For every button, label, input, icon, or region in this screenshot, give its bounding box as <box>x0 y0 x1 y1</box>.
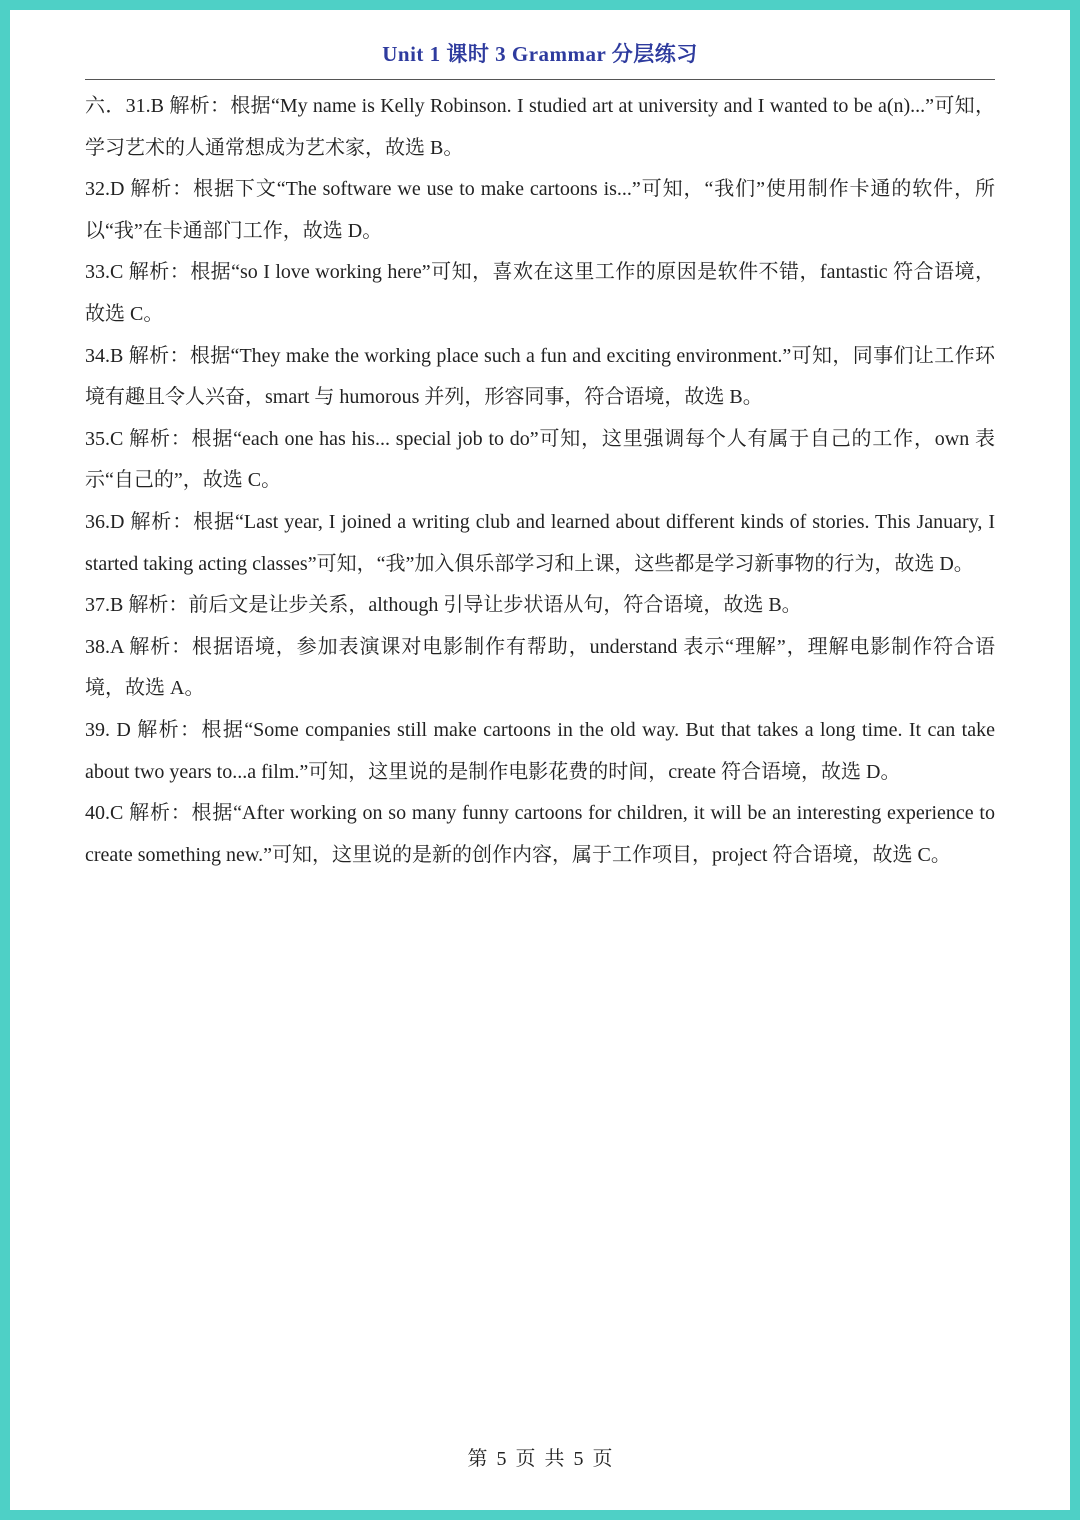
answer-item: 34.B 解析：根据“They make the working place such a fun and exciting environment.”可知，同事们让工作环境有趣且令人兴奋，smart 与 humorous 并列，形容同事，符合语境，故选 B。 <box>85 344 995 409</box>
answer-item: 六．31.B 解析：根据“My name is Kelly Robinson. I studied art at university and I wanted to be a(n)...”可知，学习艺术的人通常想成为艺术家，故选 B。 <box>85 95 995 159</box>
answer-item: 36.D 解析：根据“Last year, I joined a writing club and learned about different kinds of stories. This January, I started taking acting classes”可知，“我”加入俱乐部学习和上课，这些都是学习新事物的行为，故选 D。 <box>85 510 995 575</box>
answer-item: 40.C 解析：根据“After working on so many funny cartoons for children, it will be an interesting experience to create something new.”可知，这里说的是新的创作内容，属于工作项目，project 符合语境，故选 C。 <box>85 802 995 866</box>
answer-item: 35.C 解析：根据“each one has his... special job to do”可知，这里强调每个人有属于自己的工作，own 表示“自己的”，故选 C。 <box>85 427 995 492</box>
answer-item: 37.B 解析：前后文是让步关系，although 引导让步状语从句，符合语境，故选 B。 <box>85 594 802 617</box>
answer-item: 32.D 解析：根据下文“The software we use to make cartoons is...”可知，“我们”使用制作卡通的软件，所以“我”在卡通部门工作，故选 D。 <box>85 178 995 242</box>
page-header-title: Unit 1 课时 3 Grammar 分层练习 <box>382 42 698 66</box>
answer-item: 39. D 解析：根据“Some companies still make cartoons in the old way. But that takes a long time. It can take about two years to...a film.”可知，这里说的是制作电影花费的时间，create 符合语境，故选 D。 <box>85 718 995 783</box>
answer-item: 38.A 解析：根据语境，参加表演课对电影制作有帮助，understand 表示“理解”，理解电影制作符合语境，故选 A。 <box>85 635 995 700</box>
answer-item: 33.C 解析：根据“so I love working here”可知，喜欢在这里工作的原因是软件不错，fantastic 符合语境，故选 C。 <box>85 261 995 325</box>
header-divider <box>85 79 995 80</box>
answer-list <box>85 86 995 876</box>
document-page <box>10 10 1070 1510</box>
page-number-footer: 第 5 页 共 5 页 <box>467 1448 613 1470</box>
